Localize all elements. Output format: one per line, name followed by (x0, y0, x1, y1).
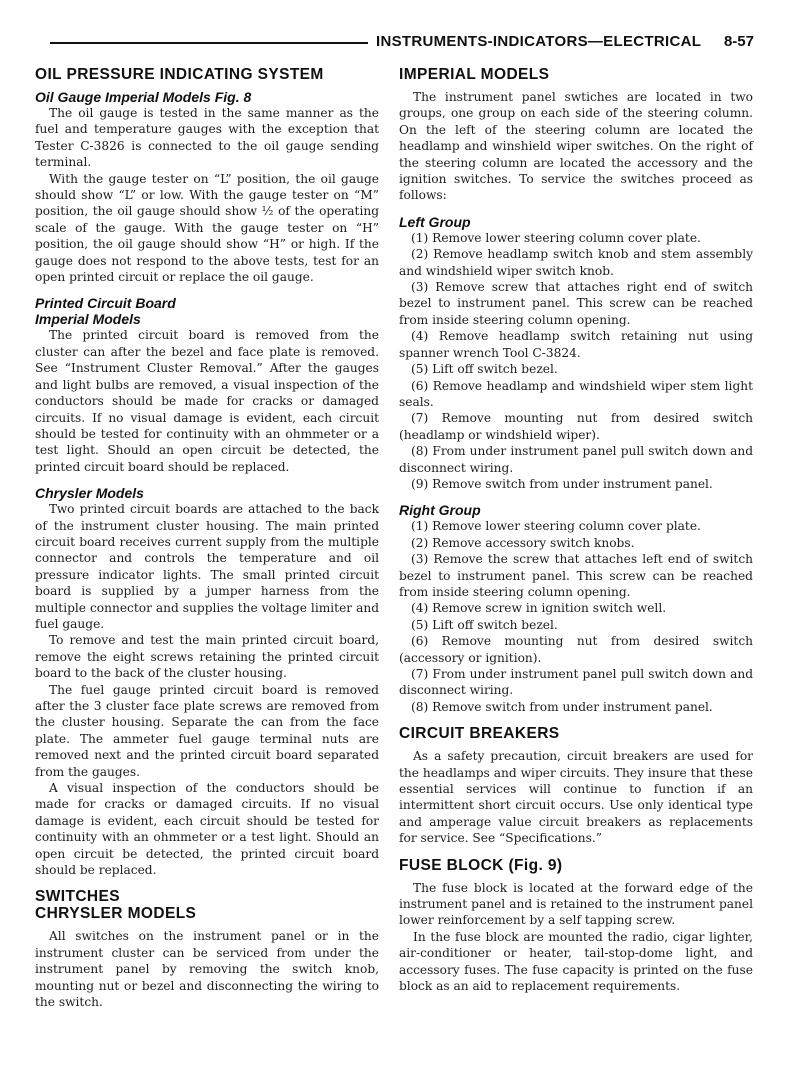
subheading-imperial-models: Imperial Models (35, 311, 141, 328)
step-item: (8) Remove switch from under instrument panel. (411, 699, 713, 714)
subheading-chrysler-models: Chrysler Models (35, 485, 144, 502)
section-title-switches: SWITCHES (35, 888, 121, 906)
paragraph: The fuel gauge printed circuit board is removed after the 3 cluster face plate screws are removed from the cluster housing. Separate the can from the face plate. The ammeter fuel gauge terminal nuts are removed next and the printed circuit board separated from the gauges. (35, 682, 379, 779)
subheading-left-group: Left Group (399, 213, 471, 230)
step-item: (5) Lift off switch bezel. (411, 362, 558, 377)
step-item: (4) Remove screw in ignition switch well. (411, 601, 667, 616)
step-item: (5) Lift off switch bezel. (411, 617, 558, 632)
step-item: (7) Remove mounting nut from desired switch (headlamp or windshield wiper). (399, 411, 753, 442)
step-item: (6) Remove headlamp and windshield wiper stem light seals. (399, 378, 753, 409)
step-item: (1) Remove lower steering column cover plate. (411, 230, 701, 245)
step-item: (7) From under instrument panel pull switch down and disconnect wiring. (399, 667, 753, 698)
paragraph: With the gauge tester on “L” position, the oil gauge should show “L” or low. With the gauge tester on “M” position, the oil gauge should show ½ of the operating scale of the gauge. With the gauge tester on “H” position, the oil gauge should show “H” or high. If the gauge does not respond to the above tests, test for an open printed circuit or replace the oil gauge. (35, 171, 379, 285)
paragraph: In the fuse block are mounted the radio, cigar lighter, air-conditioner or heater, tail-stop-dome light, and accessory fuses. The fuse capacity is printed on the fuse block as an aid to replacement requirements. (399, 929, 753, 994)
subheading-printed-circuit-board: Printed Circuit Board (35, 295, 176, 312)
paragraph: As a safety precaution, circuit breakers are used for the headlamps and wiper circuits. They insure that these essential services will continue to function if an intermittent short circuit occurs. Use only identical type and amperage value circuit breakers as replacements for service. See “Specifications.” (399, 749, 753, 846)
left-column (35, 66, 379, 1011)
section-title-fuse-block: FUSE BLOCK (Fig. 9) (399, 856, 563, 874)
subheading-right-group: Right Group (399, 502, 481, 519)
paragraph: The fuse block is located at the forward edge of the instrument panel and is retained to the instrument panel lower reinforcement by a self tapping screw. (399, 880, 753, 928)
section-title-oil-pressure: OIL PRESSURE INDICATING SYSTEM (35, 66, 324, 83)
paragraph: Two printed circuit boards are attached to the back of the instrument cluster housing. The main printed circuit board receives current supply from the multiple connector and controls the temperature and oil pressure indicator lights. The small printed circuit board is supplied by a jumper harness from the multiple connector and supplies the voltage limiter and fuel gauge. (35, 502, 379, 631)
section-title-imperial-models: IMPERIAL MODELS (399, 66, 550, 83)
step-item: (8) From under instrument panel pull switch down and disconnect wiring. (399, 444, 753, 475)
paragraph: All switches on the instrument panel or in the instrument cluster can be serviced from under the instrument panel by removing the switch knob, mounting nut or bezel and disconnecting the wiring to the switch. (35, 929, 379, 1010)
page-number: 8-57 (723, 33, 754, 50)
paragraph: The instrument panel swtiches are located in two groups, one group on each side of the steering column. On the left of the steering column are located the headlamp and winshield wiper switches. On the right of the steering column are located the accessory and the ignition switches. To service the switches proceed as follows: (399, 90, 753, 203)
subheading-oil-gauge: Oil Gauge Imperial Models Fig. 8 (35, 89, 252, 105)
step-item: (3) Remove screw that attaches right end of switch bezel to instrument panel. This screw can be reached from inside steering column opening. (399, 280, 753, 327)
step-item: (6) Remove mounting nut from desired switch (accessory or ignition). (399, 634, 753, 665)
step-item: (3) Remove the screw that attaches left end of switch bezel to instrument panel. This screw can be reached from inside steering column opening. (399, 552, 753, 599)
paragraph: The oil gauge is tested in the same manner as the fuel and temperature gauges with the exception that Tester C-3826 is connected to the oil gauge sending terminal. (35, 106, 379, 170)
paragraph: The printed circuit board is removed from the cluster can after the bezel and face plate is removed. See “Instrument Cluster Removal.” After the gauges and light bulbs are removed, a visual inspection of the conductors should be made for cracks or damaged circuits. If no visual damage is evident, each circuit should be tested for continuity with an ohmmeter or a test light. Should an open circuit be detected, the printed circuit board should be replaced. (35, 328, 379, 474)
page-header (50, 32, 758, 52)
paragraph: A visual inspection of the conductors should be made for cracks or damaged circuits. If no visual damage is evident, each circuit should be tested for continuity with an ohmmeter or a test light. Should an open circuit be detected, the printed circuit board should be replaced. (35, 781, 379, 878)
step-item: (4) Remove headlamp switch retaining nut using spanner wrench Tool C-3824. (399, 329, 753, 360)
section-title-chrysler-models: CHRYSLER MODELS (35, 905, 197, 923)
step-item: (9) Remove switch from under instrument panel. (411, 476, 713, 491)
step-item: (1) Remove lower steering column cover plate. (411, 519, 701, 534)
step-item: (2) Remove accessory switch knobs. (411, 535, 635, 550)
paragraph: To remove and test the main printed circuit board, remove the eight screws retaining the printed circuit board to the back of the cluster housing. (35, 633, 379, 681)
right-column (399, 66, 753, 995)
step-item: (2) Remove headlamp switch knob and stem assembly and windshield wiper switch knob. (399, 247, 753, 278)
section-title-circuit-breakers: CIRCUIT BREAKERS (399, 725, 560, 743)
header-title: INSTRUMENTS-INDICATORS—ELECTRICAL (376, 33, 702, 50)
header-rule (50, 42, 368, 44)
